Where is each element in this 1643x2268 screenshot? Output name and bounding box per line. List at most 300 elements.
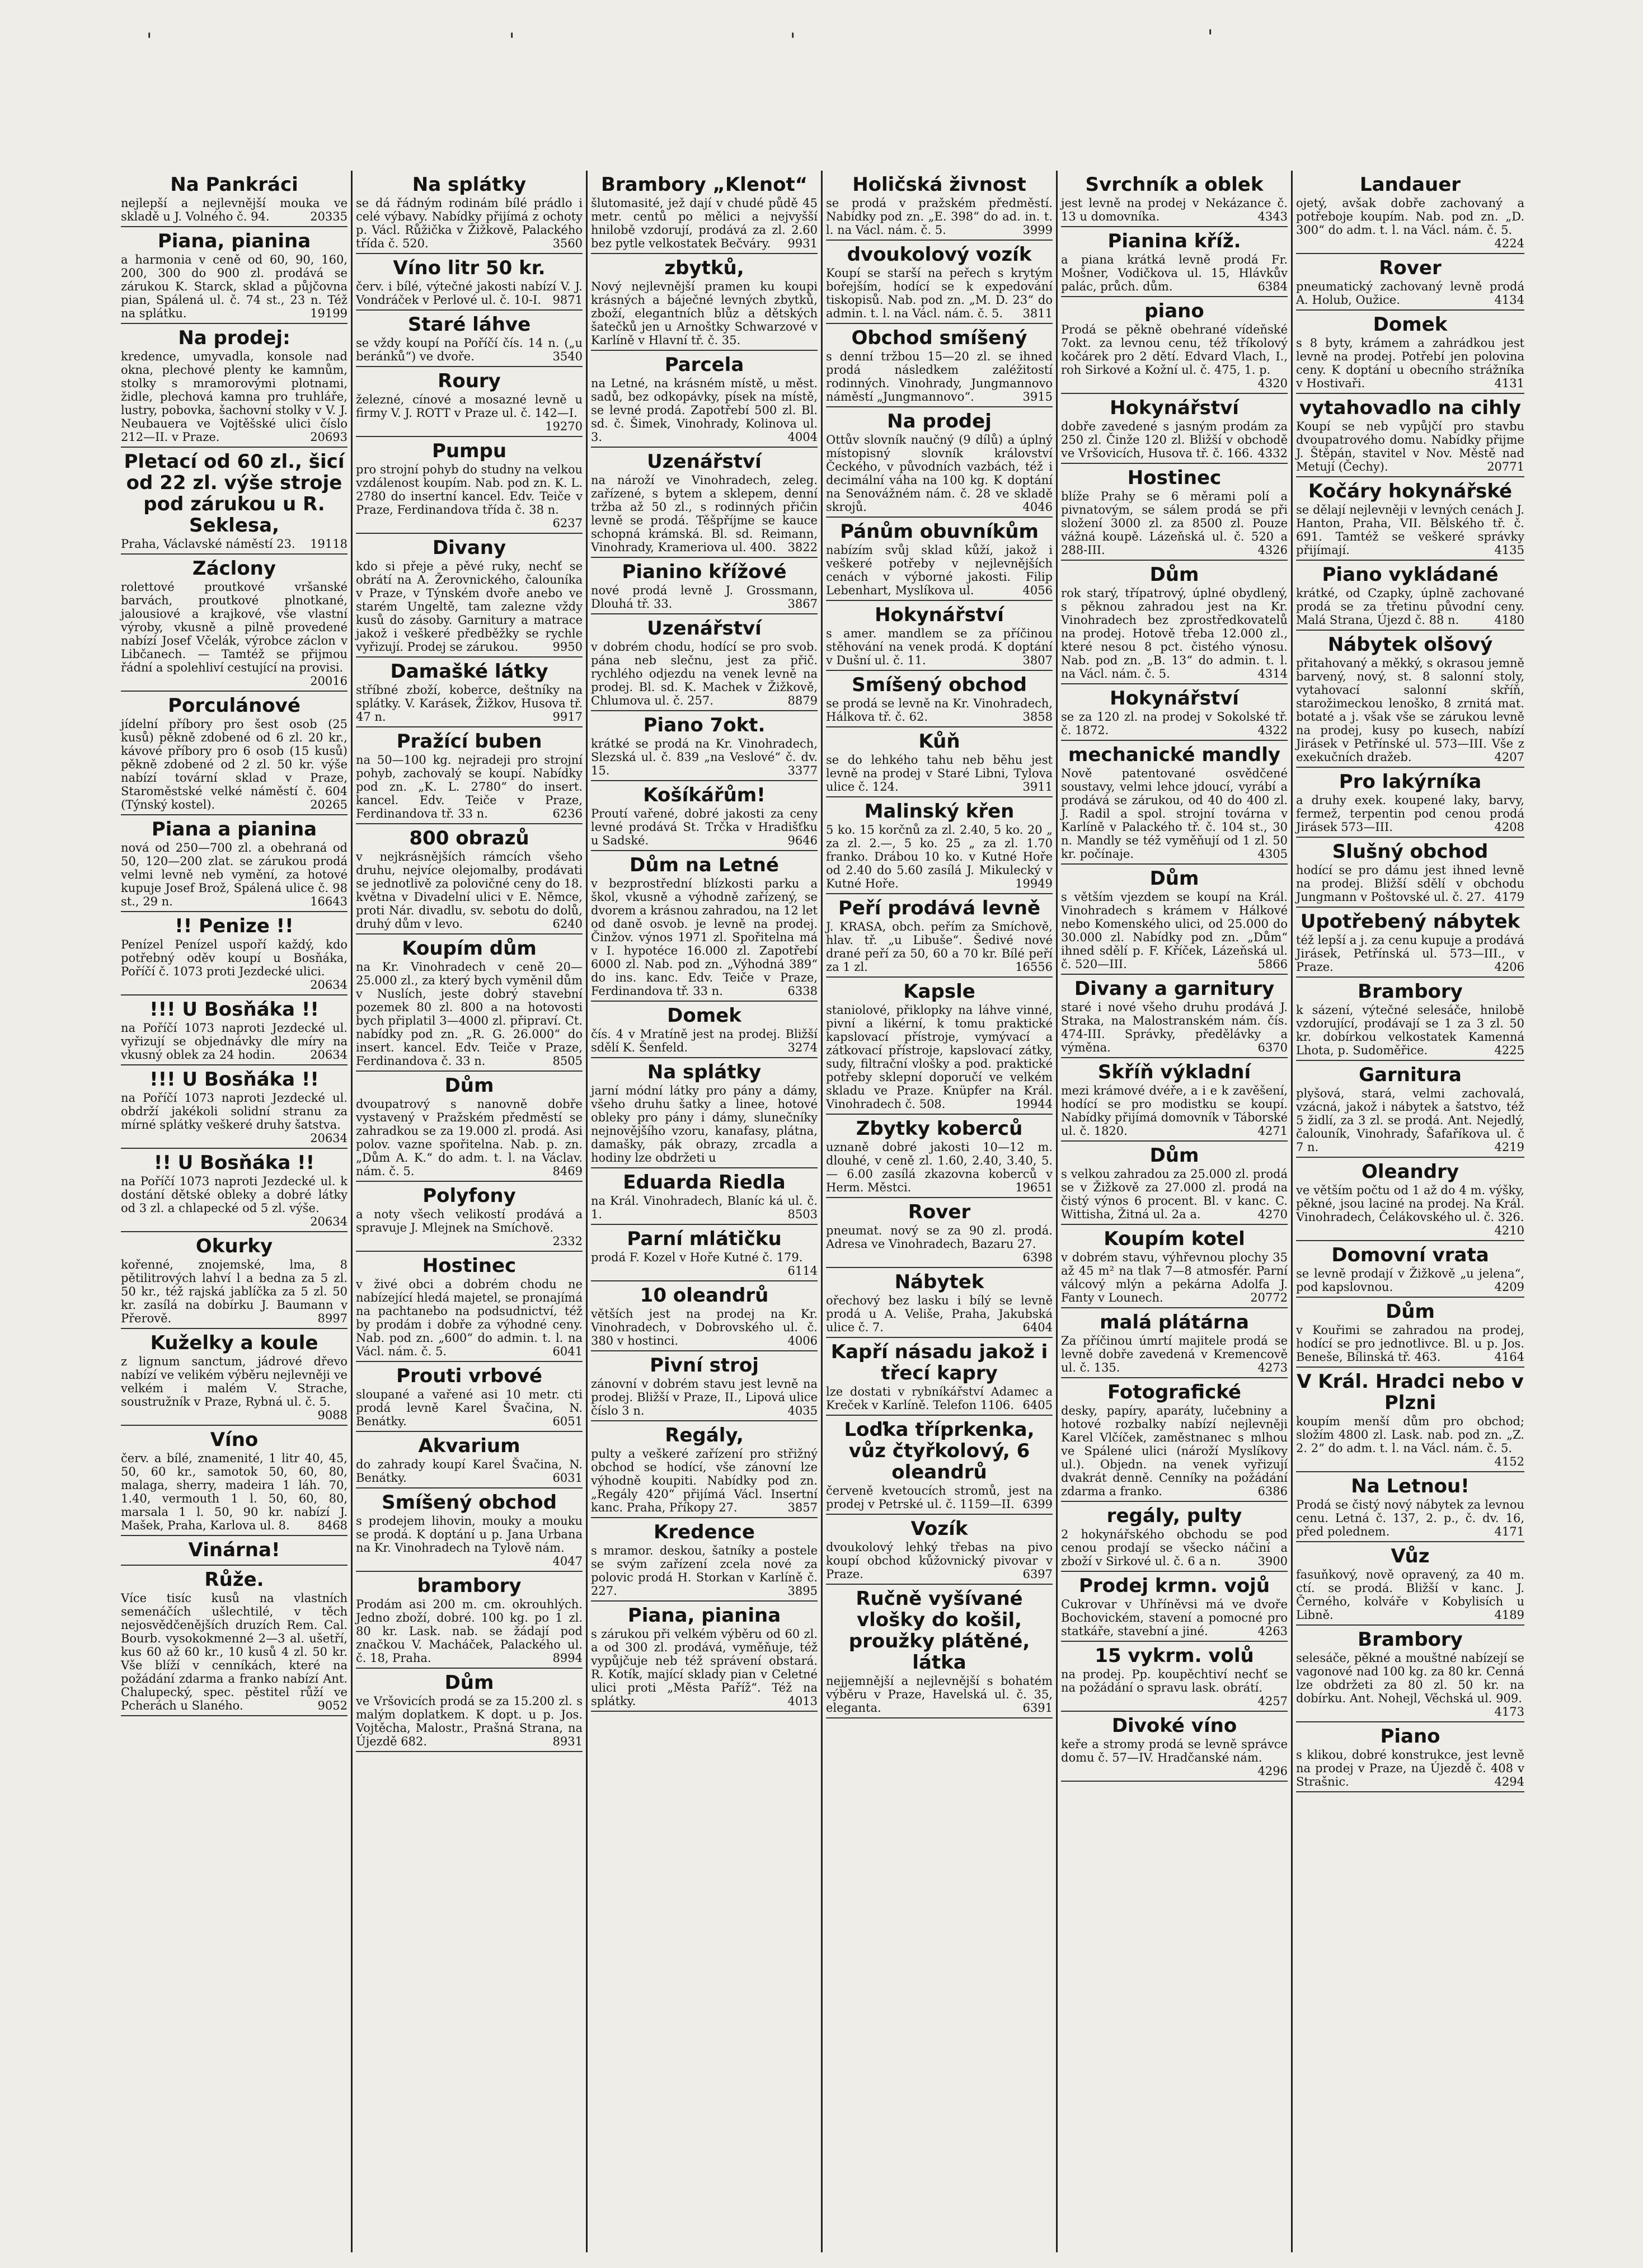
ad-body xyxy=(1061,1251,1288,1304)
ad-number: 20265 xyxy=(310,798,348,811)
ad-heading: Brambory „Klenot“ xyxy=(600,173,808,196)
ad-number: 4332 xyxy=(1257,447,1288,460)
ad-heading: Hostinec xyxy=(1127,467,1222,489)
ad-number: 4305 xyxy=(1257,847,1288,861)
ad-heading: Dům xyxy=(1386,1300,1435,1323)
ad-number: 4056 xyxy=(1022,584,1053,597)
classified-ad xyxy=(591,1421,818,1518)
ad-heading: Kočáry hokynářské xyxy=(1308,480,1513,503)
ad-number: 4271 xyxy=(1257,1124,1288,1138)
ad-text: v živé obci a dobrém chodu ne nabízející hledá majetel, se pronajímá na pachtanebo na podsudnictví, též by prodám i dobře za výhodné ceny. Nab. pod zn. „600“ do admin. t. l. na Václ. nám. č. 5. xyxy=(356,1278,583,1358)
ad-heading: Domek xyxy=(1373,313,1448,336)
ad-text: s prodejem lihovin, mouky a mouku se prodá. K doptání u p. Jana Urbana na Kr. Vinohradech na Tylově nám. xyxy=(356,1514,583,1555)
ad-heading: malá plátárna xyxy=(1100,1311,1249,1333)
ad-heading: Piana a pianina xyxy=(151,818,317,840)
ad-text: Za příčinou úmrtí majitele prodá se levně dobře zavedená v Kremencově ul. č. 135. xyxy=(1061,1334,1288,1374)
ad-body xyxy=(826,1003,1053,1111)
ad-heading: vytahovadlo na cihly xyxy=(1299,397,1522,419)
classified-ad xyxy=(356,1572,583,1669)
ad-text: dvoukolový lehký třebas na pivo koupí obchod kůžovnický pivovar v Praze. xyxy=(826,1541,1053,1581)
ad-text: červ. a bílé, znamenité, 1 litr 40, 45, 50, 60 kr., samotok 50, 60, 80, malaga, sherry, madeira 1 láh. 70, 1.40, vermouth 1 l. 50, 60, 80, marsala 1 l. 50, 90 kr. nabízí J. Mašek, Praha, Karlova ul. 8. xyxy=(121,1452,348,1532)
ad-body xyxy=(1061,420,1288,460)
ad-body xyxy=(356,1598,583,1665)
ad-number: 3915 xyxy=(1022,390,1053,403)
ad-number: 8879 xyxy=(787,694,818,707)
classified-ad xyxy=(591,1225,818,1281)
ad-body xyxy=(121,253,348,320)
classified-ad xyxy=(1061,1502,1288,1572)
classified-ad xyxy=(826,1268,1053,1338)
ad-text: ve větším počtu od 1 až do 4 m. výšky, pěkné, jsou laciné na prodej. Na Král. Vinohradech, Čelákovského ul. č. 326. xyxy=(1296,1184,1524,1224)
classified-ad xyxy=(591,851,818,1002)
ad-text: 5 ko. 15 korčnů za zl. 2.40, 5 ko. 20 „ za zl. 2.—, 5 ko. 25 „ za zl. 1.70 franko. Drábou 10 ko. v Kutné Hoře od 2.40 do 5.60 zasílá J. Mikulecký v Kutné Hoře. xyxy=(826,823,1053,890)
ad-body xyxy=(1296,586,1524,627)
ad-number: 19949 xyxy=(1015,877,1053,890)
ad-number: 20634 xyxy=(310,1048,348,1062)
ad-text: pro strojní pohyb do studny na velkou vzdálenost koupím. Nab. pod zn. K. L. 2780 do insertní kancel. Edv. Teiče v Praze, Ferdinandova třída č. 38 n. xyxy=(356,463,583,516)
ad-text: Proutí vařené, dobré jakosti za ceny levné prodává St. Trčka v Hradišťku u Sadské. xyxy=(591,807,818,847)
classified-ad xyxy=(826,407,1053,518)
ad-heading: Na prodej: xyxy=(178,327,290,349)
ad-text: z lignum sanctum, jádrové dřevo nabízí ve velikém výběru nejlevněji ve velkém i malém V. Strache, soustružník v Praze, Rybná ul. č. 5. xyxy=(121,1355,348,1408)
ad-number: 8469 xyxy=(552,1164,583,1178)
ad-number: 4189 xyxy=(1494,1608,1524,1622)
ad-number: 6398 xyxy=(1022,1251,1053,1264)
print-mark-1: ' xyxy=(147,29,152,51)
ad-number: 9088 xyxy=(317,1408,348,1422)
ad-number: 6384 xyxy=(1257,280,1288,293)
ad-body xyxy=(121,1355,348,1422)
ad-number: 6397 xyxy=(1022,1567,1053,1581)
ad-heading: Pianino křížové xyxy=(622,561,787,583)
classified-ad xyxy=(356,1252,583,1362)
ad-heading: Dům xyxy=(444,1671,494,1694)
ad-text: 2 hokynářského obchodu se pod cenou prodají se všecko náčiní a zboží v Sirkové ul. č. 6 a n. xyxy=(1061,1528,1288,1568)
ad-body xyxy=(356,196,583,250)
ad-number: 4179 xyxy=(1494,890,1524,904)
ad-body xyxy=(1296,1498,1524,1538)
classified-ad xyxy=(356,1072,583,1182)
ad-text: se do lehkého tahu neb běhu jest levně na prodej v Staré Libni, Tylova ulice č. 124. xyxy=(826,753,1053,793)
ad-number: 6114 xyxy=(787,1264,818,1278)
classified-ad xyxy=(1296,1626,1524,1722)
ad-text: větších jest na prodej na Kr. Vinohradech, v Dobrovského ul. č. 380 v hostinci. xyxy=(591,1307,818,1347)
ad-heading: Brambory xyxy=(1358,980,1463,1003)
ad-text: s amer. mandlem se za příčinou stěhování na venek prodá. K doptání v Dušní ul. č. 11. xyxy=(826,627,1053,667)
ad-body xyxy=(826,1385,1053,1412)
ad-text: na Letné, na krásném místě, u měst. sadů, bez odkopávky, písek na místě, se levné prodá. Zapotřebí 500 zl. Bl. sd. č. Šimek, Vinohrady, Kolinova ul. 3. xyxy=(591,377,818,444)
ad-body xyxy=(1296,1415,1524,1468)
classified-ad xyxy=(1296,1542,1524,1626)
ad-body xyxy=(591,807,818,847)
ad-body xyxy=(1061,323,1288,390)
ad-text: Penízel Penízel uspoří každý, kdo potřebný oděv koupí u Bosňáka, Poříčí č. 1073 proti Jezdecké ulici. xyxy=(121,938,348,978)
ad-number: 3858 xyxy=(1022,710,1053,724)
ad-number: 4006 xyxy=(787,1334,818,1347)
ad-number: 8931 xyxy=(552,1735,583,1748)
ad-number: 4270 xyxy=(1257,1208,1288,1221)
classified-ad xyxy=(121,996,348,1065)
ad-text: a harmonia v ceně od 60, 90, 160, 200, 300 do 900 zl. prodává se zárukou K. Starck, sklad a půjčovna pian, Spálená ul. č. 74 st., 23 n. Též na splátku. xyxy=(121,253,348,320)
ad-heading: Staré láhve xyxy=(407,313,531,336)
ad-body xyxy=(826,1541,1053,1581)
ad-text: nové prodá levně J. Grossmann, Dlouhá tř. 33. xyxy=(591,584,818,611)
ad-body xyxy=(591,1084,818,1164)
ad-heading: Piana, pianina xyxy=(157,230,311,252)
ad-number: 8468 xyxy=(317,1519,348,1532)
ad-heading: Piano 7okt. xyxy=(643,714,766,736)
ad-body xyxy=(1061,1334,1288,1374)
ad-text: Koupí se neb vypůjčí pro stavbu dvoupatrového domu. Nabídky přijme J. Štěpán, stavitel v Nov. Městě nad Metují (Čechy). xyxy=(1296,420,1524,473)
ad-text: v dobrém chodu, hodící se pro svob. pána neb slečnu, jest za přič. rychlého odjezdu na venek levně na prodej. Bl. sd. K. Machek v Žižkově, Chlumova ul. č. 257. xyxy=(591,640,818,707)
ad-heading: Košíkářům! xyxy=(643,784,766,806)
ad-number: 3911 xyxy=(1022,780,1053,793)
ad-heading: Upotřebený nábytek xyxy=(1300,910,1520,933)
ad-number: 19270 xyxy=(545,420,583,433)
classified-ad xyxy=(1061,1712,1288,1782)
ad-text: uznaně dobré jakosti 10—12 m. dlouhé, v ceně zl. 1.60, 2.40, 3.40, 5.— 6.00 zasílá zkazovna koberců v Herm. Městci. xyxy=(826,1140,1053,1194)
ad-text: krátké se prodá na Kr. Vinohradech, Slezská ul. č. 839 „na Veslové“ č. dv. 15. xyxy=(591,737,818,777)
ad-heading: Na Pankráci xyxy=(170,173,298,196)
ad-body xyxy=(121,717,348,811)
ad-text: na nároží ve Vinohradech, zeleg. zařízené, s bytem a sklepem, denní tržba až 50 zl., s rodinných přičin levně se prodá. Těšpříjme se kauce schopná krámská. Bl. sd. Reimann, Vinohrady, Krameriova ul. 400. xyxy=(591,473,818,554)
classified-ad xyxy=(1061,297,1288,394)
ad-heading: !!! U Bosňáka !! xyxy=(149,998,319,1021)
classified-ad xyxy=(1296,1298,1524,1368)
ad-heading: Nábytek olšový xyxy=(1327,633,1493,656)
ad-number: 3900 xyxy=(1257,1555,1288,1568)
classified-ad xyxy=(1296,1241,1524,1298)
ad-text: sloupané a vařené asi 10 metr. cti prodá levně Karel Švačina, N. Benátky. xyxy=(356,1388,583,1428)
ad-body xyxy=(1061,1528,1288,1568)
classified-ad xyxy=(826,727,1053,797)
ad-heading: Zbytky koberců xyxy=(856,1117,1023,1140)
ad-heading: Pro lakýrníka xyxy=(1339,771,1482,793)
ad-body xyxy=(356,1278,583,1358)
ad-number: 3867 xyxy=(787,597,818,611)
ad-heading: Nábytek xyxy=(894,1271,984,1293)
classified-ad xyxy=(356,1362,583,1432)
ad-number: 5866 xyxy=(1257,957,1288,971)
classified-ad xyxy=(356,727,583,824)
ad-text: se vždy koupí na Poříčí čís. 14 n. („u beránků“) ve dvoře. xyxy=(356,336,583,363)
ad-number: 6031 xyxy=(552,1471,583,1485)
ad-body xyxy=(826,627,1053,667)
ad-number: 8994 xyxy=(552,1651,583,1665)
ad-body xyxy=(591,877,818,998)
ad-number: 20772 xyxy=(1250,1291,1288,1304)
ad-heading: Hokynářství xyxy=(1110,687,1239,710)
ad-text: v dobrém stavu, výhřevnou plochy 35 až 45 m² na tlak 7—8 atmosfér. Parní válcový mlýn a pekárna Adolfa J. Fanty v Lounech. xyxy=(1061,1251,1288,1304)
ad-body xyxy=(591,196,818,250)
ad-heading: Víno xyxy=(210,1429,259,1451)
ad-heading: Divany a garnitury xyxy=(1074,978,1275,1000)
ad-body xyxy=(1061,1404,1288,1498)
ad-column xyxy=(118,171,353,2252)
ad-body xyxy=(1296,196,1524,250)
ad-text: J. KRASA, obch. peřím za Smíchově, hlav. tř. „u Libuše“. Šedivé nové drané peří za 50, 60 a 70 kr. Bílé peří za 1 zl. xyxy=(826,920,1053,974)
classified-ad xyxy=(356,437,583,534)
ad-number: 2332 xyxy=(552,1234,583,1248)
ad-body xyxy=(826,697,1053,724)
ad-number: 3274 xyxy=(787,1041,818,1054)
ad-heading: Uzenářství xyxy=(647,617,762,640)
ad-number: 20634 xyxy=(310,1131,348,1145)
ad-number: 8505 xyxy=(552,1054,583,1068)
ad-body xyxy=(1061,1084,1288,1138)
ad-body xyxy=(591,1544,818,1598)
ad-heading: Damašké látky xyxy=(390,660,548,683)
classified-ad xyxy=(121,555,348,692)
ad-heading: Divany xyxy=(432,537,506,559)
classified-ad xyxy=(1296,1061,1524,1158)
ad-text: se prodá se levně na Kr. Vinohradech, Hálkova tř. č. 62. xyxy=(826,697,1053,724)
ad-number: 4296 xyxy=(1257,1764,1288,1778)
ad-body xyxy=(1061,1001,1288,1054)
ad-number: 4152 xyxy=(1494,1455,1524,1468)
ad-text: čís. 4 v Mratíně jest na prodej. Bližší sdělí K. Šenfeld. xyxy=(591,1027,818,1054)
ad-heading: Růže. xyxy=(204,1569,264,1591)
ad-body xyxy=(121,1091,348,1145)
ad-text: se prodá v pražském předměstí. Nabídky pod zn. „E. 398“ do ad. in. t. l. na Václ. nám. č. 5. xyxy=(826,196,1053,237)
ad-text: desky, papíry, aparáty, lučebniny a hotové rozbalky nabízí nejlevněji Karel Vlčíček, zaměstnanec s mlhou ve Spálené ulici (nároží Myslíkovy ul.). Objedn. na venek vyřizují dvakrát denně. Cenníky na požádání zdarma a franko. xyxy=(1061,1404,1288,1498)
classified-ad xyxy=(121,1149,348,1232)
ad-text: na Poříčí 1073 naproti Jezdecké ul. vyřizují se objednávky dle míry na vkusný oblek za 24 hodin. xyxy=(121,1021,348,1062)
ad-body xyxy=(356,683,583,724)
ad-text: Nově patentované osvědčené soustavy, velmi lehce jdoucí, vyrábí a prodává se zárukou, od 40 do 400 zl. J. Radil a spol. strojní továrna v Karlíně v Palackého tř. č. 104 st., 30 n. Mandly se též vyměňují od 1 zl. 50 kr. počínaje. xyxy=(1061,767,1288,861)
ad-heading: Prodej krmn. vojů xyxy=(1078,1575,1270,1597)
classified-ad xyxy=(591,1281,818,1351)
ad-number: 4224 xyxy=(1494,237,1524,250)
classified-ad xyxy=(826,894,1053,978)
ad-number: 9052 xyxy=(317,1699,348,1712)
ad-text: blíže Prahy se 6 měrami polí a pivnatovým, se sálem prodá se při složení 3000 zl. za 8500 zl. Pouze vážná koupě. Lázeňská ul. č. 520 a 288-III. xyxy=(1061,490,1288,557)
ad-text: mezi krámové dvéře, a i e k zavěšení, hodící se pro modistku se koupí. Nabídky přijímá domovník v Táborské ul. č. 1820. xyxy=(1061,1084,1288,1138)
ad-heading: Pánům obuvníkům xyxy=(840,520,1039,543)
ad-body xyxy=(1296,420,1524,473)
ad-body xyxy=(1296,656,1524,764)
ad-heading: Kredence xyxy=(654,1521,755,1543)
ad-heading: Víno litr 50 kr. xyxy=(393,257,546,279)
classified-ad xyxy=(591,171,818,254)
ad-heading: Dům na Letné xyxy=(630,854,779,876)
classified-ad xyxy=(1061,171,1288,227)
ad-body xyxy=(1296,1184,1524,1237)
classified-ad xyxy=(356,1488,583,1572)
ad-column xyxy=(1058,171,1293,2252)
ad-number: 9950 xyxy=(552,640,583,654)
classified-ad xyxy=(826,1416,1053,1515)
ad-body xyxy=(1296,1087,1524,1154)
ad-heading: Svrchník a oblek xyxy=(1085,173,1264,196)
classified-ad xyxy=(356,534,583,658)
ad-text: a piana krátká levně prodá Fr. Mošner, Vodičkova ul. 15, Hlávkův palác, průch. dům. xyxy=(1061,253,1288,293)
ad-number: 6240 xyxy=(552,917,583,931)
ad-text: kořenné, znojemské, lma, 8 pětilitrových lahví l a bedna za 5 zl. 50 kr., též rajská jablíčka za 5 zl. 50 kr. zasílá na dobírku J. Baumann v Přerově. xyxy=(121,1258,348,1325)
ad-body xyxy=(1296,933,1524,974)
ad-heading: Fotografické xyxy=(1107,1381,1241,1403)
ad-number: 3999 xyxy=(1022,223,1053,237)
ad-text: šlutomasité, jež dají v chudé půdě 45 metr. centů po mělici a nejvyšší hnilobě vzdorují, prodává za zl. 2.60 bez pytle velkostatek Bečváry. xyxy=(591,196,818,250)
classified-ad xyxy=(356,1182,583,1252)
ad-number: 20693 xyxy=(310,430,348,444)
ad-number: 8503 xyxy=(787,1208,818,1221)
ad-number: 6338 xyxy=(787,984,818,998)
ad-body xyxy=(1296,1568,1524,1622)
classified-ad xyxy=(1061,1058,1288,1142)
ad-heading: Piano vykládané xyxy=(1322,564,1499,586)
ad-text: nejjemnější a nejlevnější s bohatém výběru v Praze, Havelská ul. č. 35, eleganta. xyxy=(826,1674,1053,1715)
ad-heading: Dům xyxy=(1149,867,1199,890)
ad-heading: 15 vykrm. volů xyxy=(1095,1645,1254,1667)
ad-body xyxy=(826,1294,1053,1334)
ad-number: 20634 xyxy=(310,978,348,992)
ad-body xyxy=(1061,586,1288,680)
ad-text: kdo si přeje a pěvé ruky, nechť se obrátí na A. Žerovnického, čalouníka v Praze, v Týnském dvoře anebo ve starém Ungeltě, tam zalezne vždy kusů do zásoby. Garnitury a matrace jakož i veškeré předběžky se rychle vyřizují. Prodej se zárukou. xyxy=(356,560,583,654)
ad-text: a druhy exek. koupené laky, barvy, fermež, terpentin pod cenou prodá Jirásek 573—III. xyxy=(1296,793,1524,834)
classified-ad xyxy=(121,324,348,448)
ad-number: 9646 xyxy=(787,834,818,847)
ad-number: 4180 xyxy=(1494,613,1524,627)
ad-heading: Rover xyxy=(1379,257,1442,279)
ad-heading: Garnitura xyxy=(1359,1064,1462,1086)
ad-heading: Slušný obchod xyxy=(1332,840,1489,863)
ad-number: 4208 xyxy=(1494,820,1524,834)
ad-heading: piano xyxy=(1144,300,1204,322)
ad-text: koupím menší dům pro obchod; složím 4800 zl. Lask. nab. pod zn. „Z. 2. 2“ do adm. t. l. na Václ. nám. č. 5. xyxy=(1296,1415,1524,1455)
ad-text: k sázení, výtečné selesáče, hnilobě vzdorující, prodávají se 1 za 3 zl. 50 kr. dobírkou velkostatek Kamenná Lhota, p. Sudoměřice. xyxy=(1296,1003,1524,1057)
ad-body xyxy=(1296,1323,1524,1364)
ad-body xyxy=(121,841,348,908)
ad-number: 4164 xyxy=(1494,1350,1524,1364)
ad-number: 16643 xyxy=(310,895,348,908)
ad-body xyxy=(826,823,1053,890)
classified-ad xyxy=(121,1232,348,1329)
classified-ad xyxy=(356,935,583,1072)
classified-ad xyxy=(1296,254,1524,311)
ad-text: Ottův slovník naučný (9 dílů) a úplný místopisný slovník království Čeckého, v původních vazbách, též i decimální váha na 100 kg. K doptání na Senovážném nám. č. 28 ve skladě skrojů. xyxy=(826,433,1053,514)
ad-body xyxy=(591,584,818,611)
ad-heading: Vůz xyxy=(1391,1545,1430,1567)
ad-heading: Na prodej xyxy=(887,410,992,433)
ad-text: nová od 250—700 zl. a obehraná od 50, 120—200 zlat. se zárukou prodá velmi levně neb vymění, za hotové kupuje Josef Brož, Spálená ulice č. 98 st., 29 n. xyxy=(121,841,348,908)
classified-ad xyxy=(1296,171,1524,254)
ad-number: 4004 xyxy=(787,430,818,444)
ad-text: nejlepší a nejlevnější mouka ve skladě u J. Volného č. 94. xyxy=(121,196,348,223)
ad-body xyxy=(591,377,818,444)
classified-ad xyxy=(591,448,818,558)
ad-heading: zbytků, xyxy=(664,257,744,279)
ad-number: 19651 xyxy=(1015,1181,1053,1194)
ad-body xyxy=(1061,1668,1288,1708)
ad-heading: dvoukolový vozík xyxy=(847,243,1032,266)
ad-body xyxy=(826,1140,1053,1194)
ad-text: s mramor. deskou, šatníky a postele se svým zařízení zcela nové za polovic prodá H. Storkan v Karlíně č. 227. xyxy=(591,1544,818,1598)
ad-heading: Eduarda Riedla xyxy=(623,1171,786,1194)
ad-body xyxy=(356,1208,583,1248)
classified-ad xyxy=(121,692,348,815)
ad-text: železné, cínové a mosazné levně u firmy V. J. ROTT v Praze ul. č. 142—I. xyxy=(356,393,583,420)
classified-ad xyxy=(826,1115,1053,1198)
classified-ad xyxy=(591,711,818,781)
ad-text: Nový nejlevnější pramen ku koupi krásných a báječné levných zbytků, zboží, elegantních blůz a dětských šatečků jen u Arnoštky Schwarzové v Karlíně v Hlavní tř. č. 35. xyxy=(591,280,818,347)
classified-ad xyxy=(121,1536,348,1566)
ad-body xyxy=(356,336,583,363)
classified-ad xyxy=(1296,561,1524,631)
classified-ad xyxy=(1296,311,1524,394)
ad-text: se dělají nejlevněji v levných cenách J. Hanton, Praha, VII. Bělského tř. č. 691. Tamtéž se veškeré správky přijímají. xyxy=(1296,503,1524,557)
ad-number: 4134 xyxy=(1494,293,1524,307)
classified-ad xyxy=(826,1585,1053,1718)
ad-heading: !! U Bosňáka !! xyxy=(153,1152,315,1174)
ad-number: 16556 xyxy=(1015,960,1053,974)
ad-body xyxy=(1061,490,1288,557)
ad-body xyxy=(826,1674,1053,1715)
ad-text: na 50—100 kg. nejradeji pro strojní pohyb, zachovalý se koupí. Nabídky pod zn. „K. L. 2780“ do insert. kancel. Edv. Teiče v Praze, Ferdinandova tř. 33 n. xyxy=(356,753,583,820)
ad-body xyxy=(826,543,1053,597)
ad-body xyxy=(591,280,818,347)
classified-ad xyxy=(1061,865,1288,975)
ad-text: krátké, od Czapky, úplně zachované prodá se za třetinu původní ceny. Malá Strana, Újezd č. 88 n. xyxy=(1296,586,1524,627)
ad-heading: Vozík xyxy=(910,1518,968,1540)
ad-column xyxy=(353,171,588,2252)
ad-number: 6236 xyxy=(552,807,583,820)
ad-number: 4294 xyxy=(1494,1775,1524,1788)
classified-ad xyxy=(1296,1722,1524,1792)
ad-heading: Dům xyxy=(1149,1144,1199,1167)
ad-text: ve Vršovicích prodá se za 15.200 zl. s malým doplatkem. K dopt. u p. Jos. Vojtěcha, Malostr., Prašná Strana, na Újezdě 682. xyxy=(356,1694,583,1748)
classified-ad xyxy=(1296,978,1524,1061)
classified-ad xyxy=(591,1518,818,1602)
ad-text: Více tisíc kusů na vlastních semenáčích ušlechtilé, v těch nejosvědčenějších druzích Rem. Cal. Bourb. vysokokmenné 2—3 al. ušetří, kus 60 až 60 kr., 10 kusů 4 zl. 50 kr. Vše blíží v cenníkách, které na požádání zdarma a franko nabízí Ant. Chalupecký, spec. pěstitel růží ve Pcherách u Slaného. xyxy=(121,1591,348,1712)
ad-heading: Pražící buben xyxy=(396,730,542,753)
ad-number: 3895 xyxy=(787,1584,818,1598)
ad-number: 9931 xyxy=(787,237,818,250)
classified-ad xyxy=(356,824,583,935)
ad-text: prodá F. Kozel v Hoře Kutné č. 179. xyxy=(591,1251,803,1264)
ad-number: 20335 xyxy=(310,210,348,223)
classified-ad xyxy=(1296,1472,1524,1542)
ad-heading: Smíšený obchod xyxy=(852,674,1027,696)
classified-ad xyxy=(356,311,583,367)
ad-body xyxy=(121,1258,348,1325)
ad-number: 4207 xyxy=(1494,750,1524,764)
ad-number: 4343 xyxy=(1257,210,1288,223)
ad-text: Koupí se starší na peřech s krytým bořejším, hodící se k expedování tiskopisů. Nab. pod zn. „M. D. 23“ do admin. t. l. na Václ. nám. č. 5. xyxy=(826,266,1053,320)
classified-ad xyxy=(356,1669,583,1752)
ad-body xyxy=(1296,503,1524,557)
ad-text: do zahrady koupí Karel Švačina, N. Benátky. xyxy=(356,1458,583,1485)
classified-ad xyxy=(826,797,1053,894)
ad-number: 4035 xyxy=(787,1404,818,1417)
ad-body xyxy=(356,1458,583,1485)
classified-ad xyxy=(121,171,348,227)
ad-number: 6041 xyxy=(552,1345,583,1358)
ad-body xyxy=(121,1175,348,1228)
ad-body xyxy=(356,960,583,1068)
ad-body xyxy=(1061,1167,1288,1221)
ad-text: jest levně na prodej v Nekázance č. 13 u domovníka. xyxy=(1061,196,1288,223)
classified-ad xyxy=(121,1065,348,1149)
ad-body xyxy=(1061,1598,1288,1638)
ad-heading: Regály, xyxy=(665,1424,744,1447)
ad-body xyxy=(1296,336,1524,390)
classified-ad xyxy=(826,1515,1053,1585)
ad-heading: Oleandry xyxy=(1361,1161,1459,1183)
ad-heading: regály, pulty xyxy=(1106,1505,1242,1527)
ad-text: jarní módní látky pro pány a dámy, všeho druhu šatky a linee, hotové obleky pro pány i dámy, slunečníky nejnovějšího vzoru, kanafasy, plátna, damašky, pák obrazy, zrcadla a hodiny lze obdržeti u xyxy=(591,1084,818,1164)
classified-ad xyxy=(1061,464,1288,561)
